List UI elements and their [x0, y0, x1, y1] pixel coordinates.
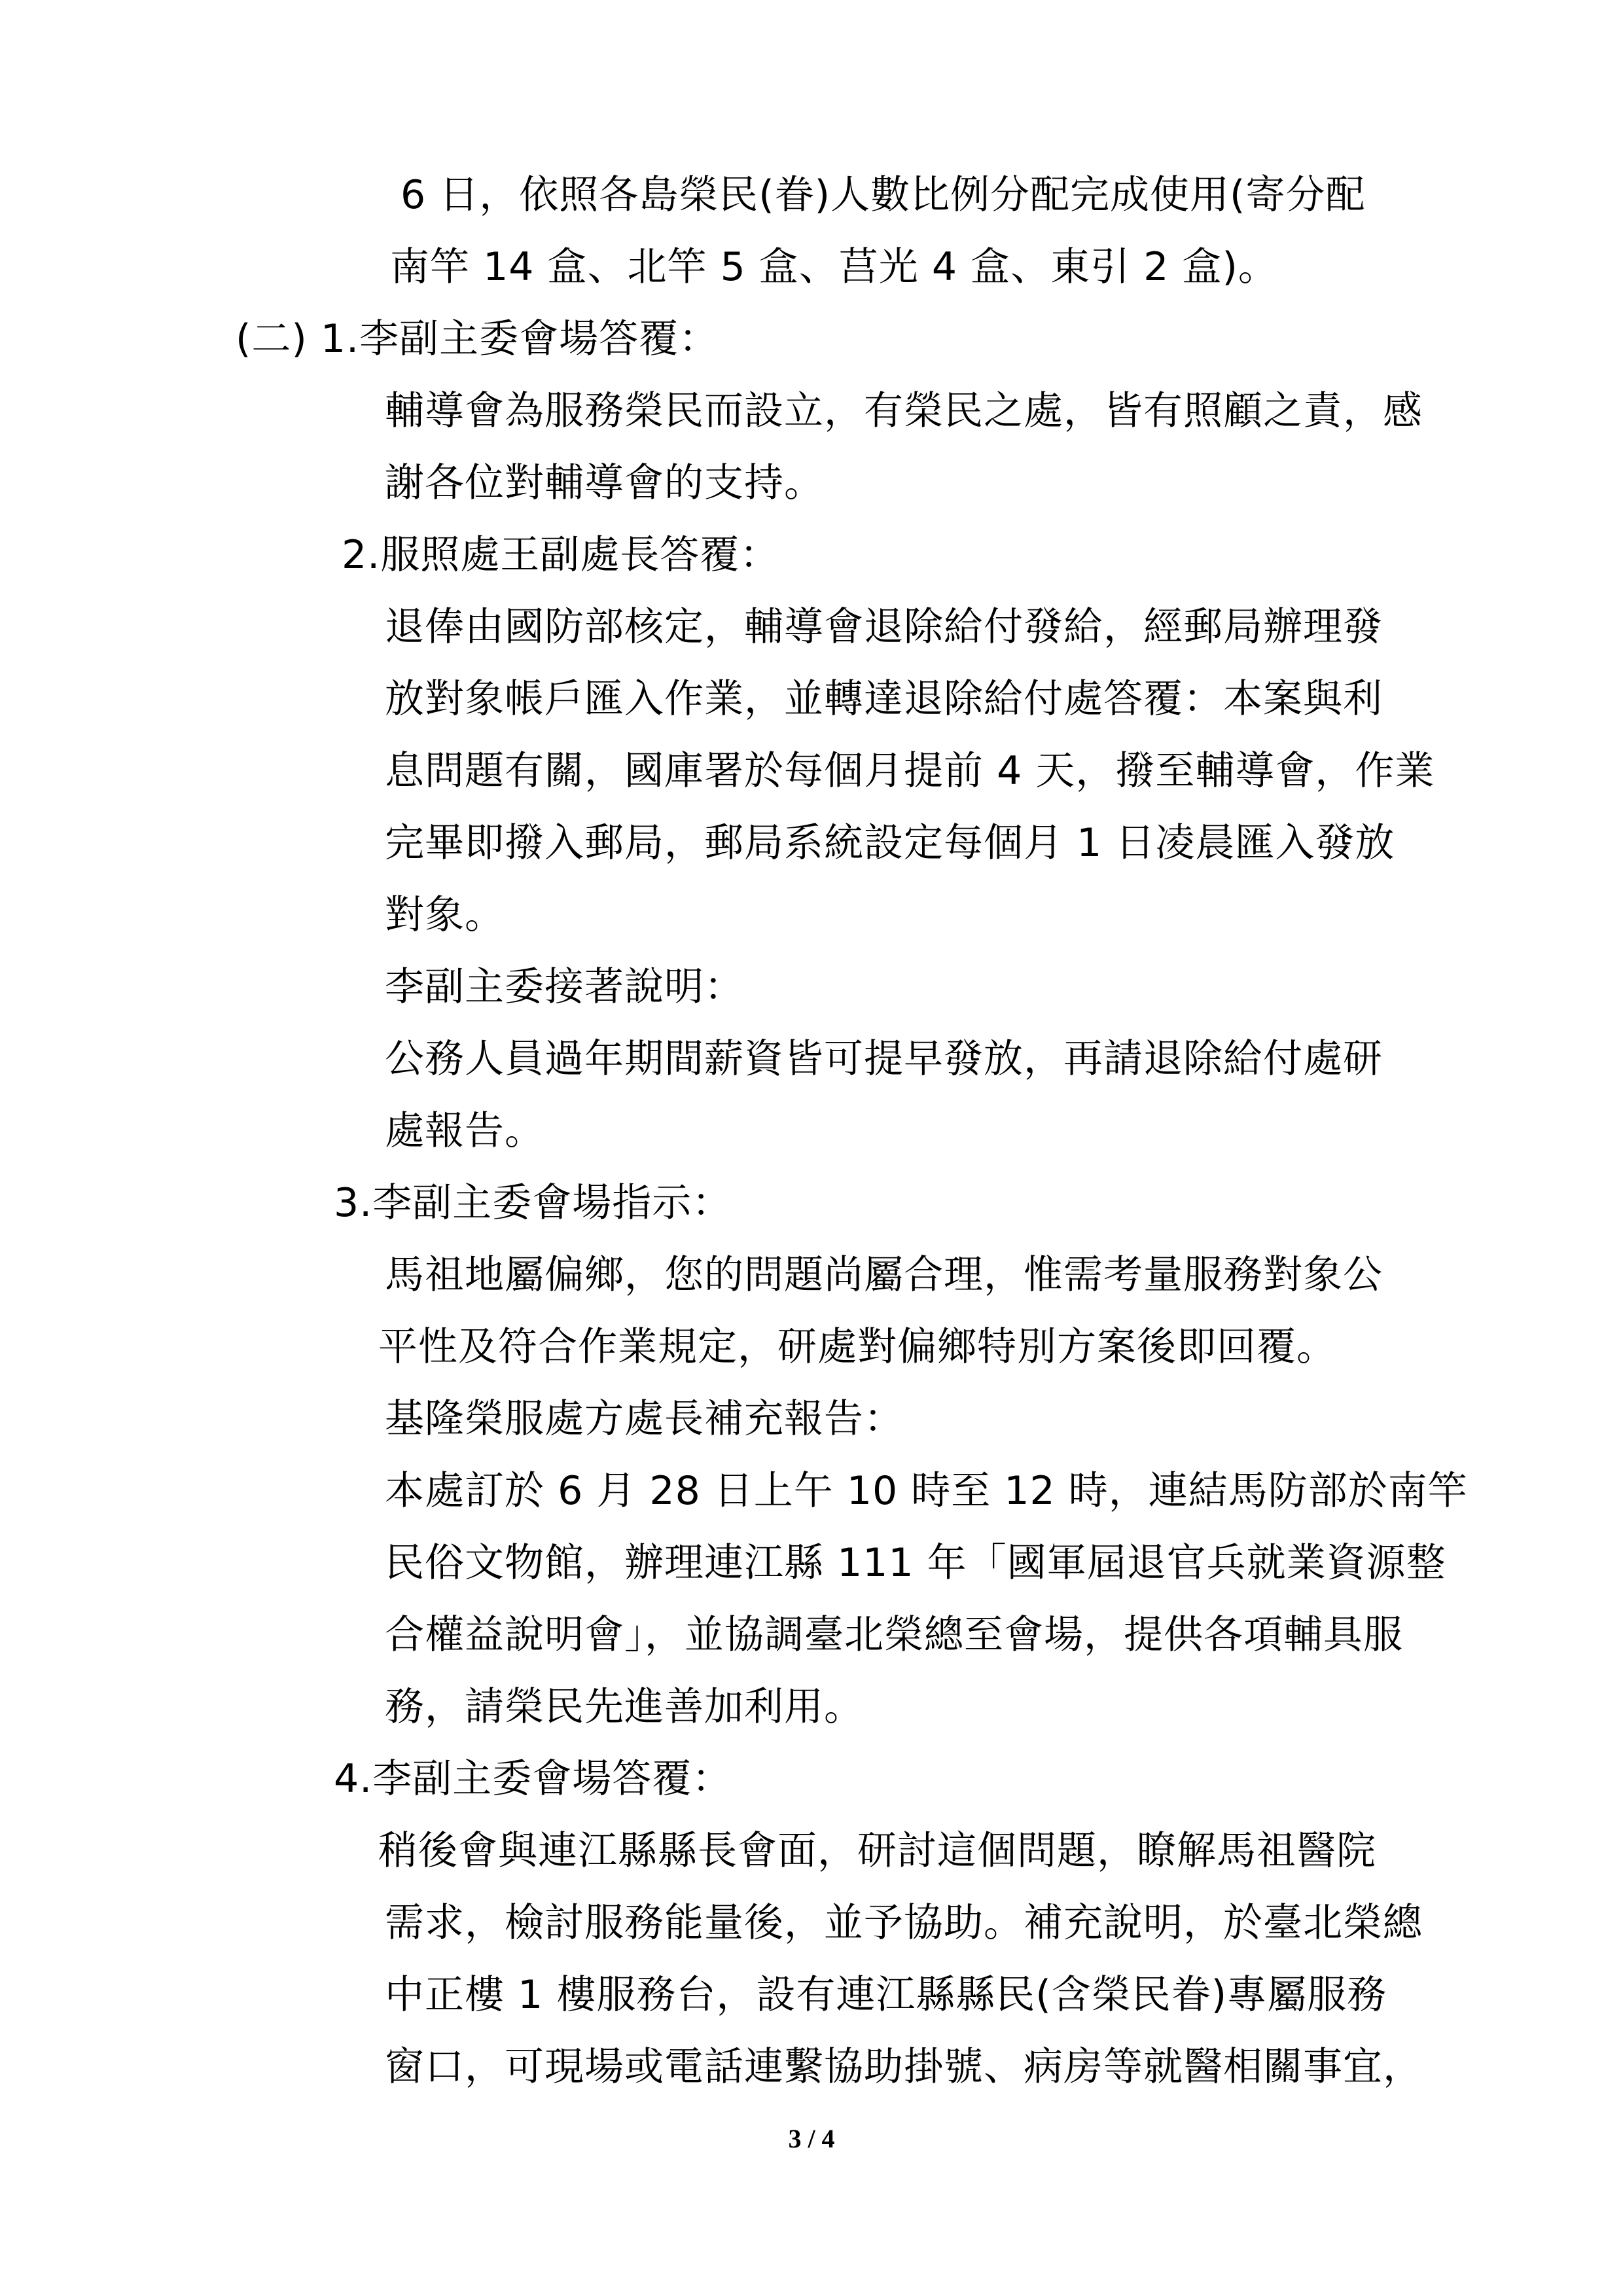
text-line-24: 稍後會與連江縣縣長會面，研討這個問題，瞭解馬祖醫院 — [378, 1828, 1376, 1874]
text-line-21: 合權益說明會」，並協調臺北榮總至會場，提供各項輔具服 — [385, 1612, 1403, 1658]
text-line-26: 中正樓 1 樓服務台，設有連江縣縣民(含榮民眷)專屬服務 — [385, 1972, 1387, 2018]
text-line-10: 完畢即撥入郵局，郵局系統設定每個月 1 日凌晨匯入發放 — [385, 820, 1395, 866]
text-line-14: 處報告。 — [385, 1108, 544, 1154]
text-line-8: 放對象帳戶匯入作業，並轉達退除給付處答覆：本案與利 — [385, 676, 1383, 722]
text-line-9: 息問題有關，國庫署於每個月提前 4 天，撥至輔導會，作業 — [385, 748, 1435, 794]
text-line-18: 基隆榮服處方處長補充報告： — [385, 1396, 904, 1442]
section-heading-2-4: 4.李副主委會場答覆： — [334, 1756, 732, 1802]
text-line-16: 馬祖地屬偏鄉，您的問題尚屬合理，惟需考量服務對象公 — [385, 1252, 1383, 1298]
page-number: 3 / 4 — [788, 2124, 835, 2153]
text-line-22: 務，請榮民先進善加利用。 — [385, 1684, 864, 1730]
text-line-4: 輔導會為服務榮民而設立，有榮民之處，皆有照顧之責，感 — [385, 388, 1423, 434]
text-line-17: 平性及符合作業規定，研處對偏鄉特別方案後即回覆。 — [378, 1324, 1336, 1370]
section-heading-2-1: (二) 1.李副主委會場答覆： — [236, 316, 719, 362]
text-line-5: 謝各位對輔導會的支持。 — [385, 460, 824, 506]
text-line-12: 李副主委接著說明： — [385, 964, 744, 1010]
text-line-13: 公務人員過年期間薪資皆可提早發放，再請退除給付處研 — [385, 1036, 1383, 1082]
section-heading-2-3: 3.李副主委會場指示： — [334, 1180, 732, 1226]
text-line-19: 本處訂於 6 月 28 日上午 10 時至 12 時，連結馬防部於南竿 — [385, 1468, 1468, 1514]
text-line-2: 南竿 14 盒、北竿 5 盒、莒光 4 盒、東引 2 盒)。 — [390, 244, 1278, 290]
text-line-11: 對象。 — [385, 892, 505, 938]
section-heading-2-2: 2.服照處王副處長答覆： — [342, 532, 780, 578]
text-line-27: 窗口，可現場或電話連繫協助掛號、病房等就醫相關事宜， — [385, 2044, 1423, 2090]
text-line-20: 民俗文物館，辦理連江縣 111 年「國軍屆退官兵就業資源整 — [385, 1540, 1446, 1586]
text-line-7: 退俸由國防部核定，輔導會退除給付發給，經郵局辦理發 — [385, 604, 1383, 650]
text-line-1: 6 日，依照各島榮民(眷)人數比例分配完成使用(寄分配 — [401, 172, 1366, 218]
text-line-25: 需求，檢討服務能量後，並予協助。補充說明，於臺北榮總 — [385, 1900, 1423, 1946]
